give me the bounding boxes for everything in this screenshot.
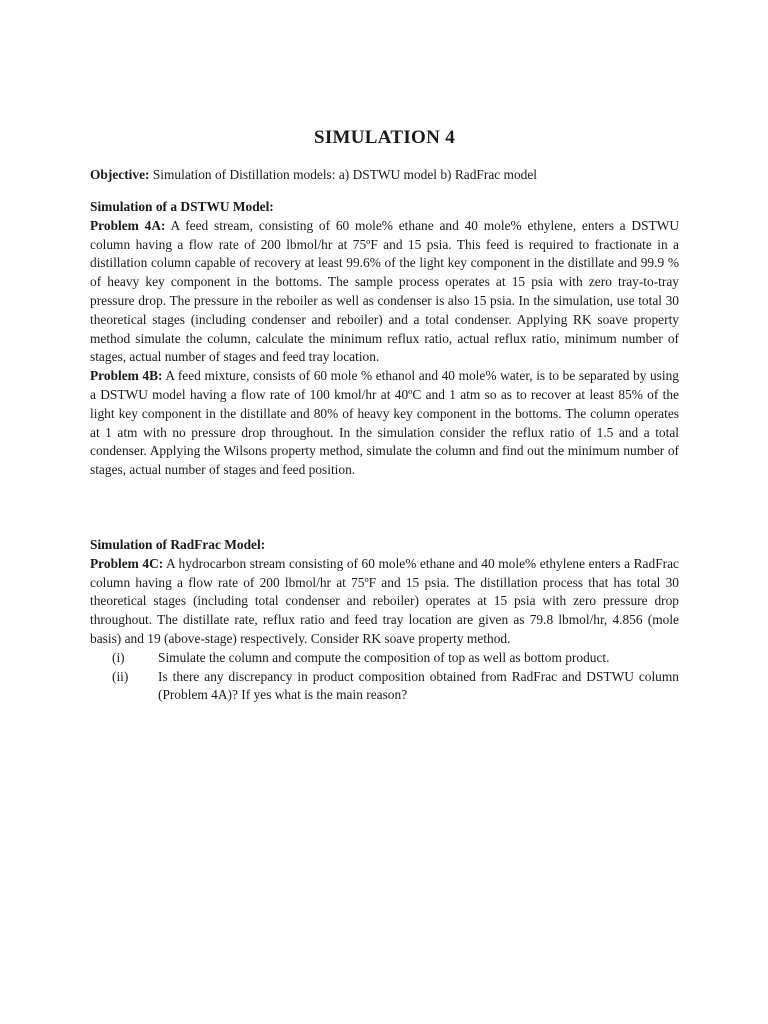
section-dstwu-heading: Simulation of a DSTWU Model:: [90, 199, 274, 214]
list-item-text: Is there any discrepancy in product composition obtained from RadFrac and DSTWU column (Problem 4A)? If yes what is the main reason?: [158, 668, 679, 703]
section-dstwu: [90, 198, 679, 480]
list-item-number: (ii): [112, 668, 129, 684]
list-item: [90, 649, 679, 668]
objective-label: Objective:: [90, 167, 150, 182]
question-list: [90, 649, 679, 705]
list-item: [90, 668, 679, 706]
problem-4a-paragraph: [90, 217, 679, 367]
problem-4b-text: A feed mixture, consists of 60 mole % ethanol and 40 mole% water, is to be separated by using a DSTWU model having a flow rate of 100 kmol/hr at 40ºC and 1 atm so as to recover at least 85% of the light key component in the distillate and 80% of heavy key component in the bottoms. The column operates at 1 atm with no pressure drop throughout. In the simulation consider the reflux ratio of 1.5 and a total condenser. Applying the Wilsons property method, simulate the column and find out the minimum number of stages, actual number of stages and feed position.: [90, 368, 679, 478]
problem-4c-text: A hydrocarbon stream consisting of 60 mole% ethane and 40 mole% ethylene enters a RadFrac column having a flow rate of 200 lbmol/hr at 75ºF and 15 psia. The distillation process that has total 30 theoretical stages (including total condenser and reboiler) operates at 15 psia with zero pressure drop throughout. The distillate rate, reflux ratio and feed tray location are given as 79.8 lbmol/hr, 4.856 (mole basis) and 19 (above-stage) respectively. Consider RK soave property method.: [90, 555, 679, 646]
problem-4c-paragraph: [90, 555, 679, 649]
objective-text: Simulation of Distillation models: a) DSTWU model b) RadFrac model: [149, 167, 538, 182]
problem-4b-label: Problem 4B:: [90, 368, 163, 384]
problem-4a-text: A feed stream, consisting of 60 mole% ethane and 40 mole% ethylene, enters a DSTWU column having a flow rate of 200 lbmol/hr at 75ºF and 15 psia. This feed is required to fractionate in a distillation column capable of recovery at least 99.6% of the light key component in the distillate and 99.9 % of heavy key component in the bottoms. The sample process operates at 15 psia with zero tray-to-tray pressure drop. The pressure in the reboiler as well as condenser is also 15 psia. In the simulation, use total 30 theoretical stages (including condenser and reboiler) and a total condenser. Applying RK soave property method simulate the column, calculate the minimum reflux ratio, actual reflux ratio, minimum number of stages, actual number of stages and feed tray location.: [90, 217, 680, 365]
section-radfrac-heading: Simulation of RadFrac Model:: [90, 537, 266, 552]
list-item-text: Simulate the column and compute the composition of top as well as bottom product.: [158, 649, 610, 665]
objective-line: [90, 165, 679, 184]
section-radfrac: [90, 536, 679, 705]
list-item-number: (i): [112, 649, 125, 665]
page-title: SIMULATION 4: [313, 127, 456, 148]
problem-4b-paragraph: [90, 367, 679, 480]
problem-4a-label: Problem 4A:: [90, 217, 166, 233]
problem-4c-label: Problem 4C:: [90, 555, 164, 571]
